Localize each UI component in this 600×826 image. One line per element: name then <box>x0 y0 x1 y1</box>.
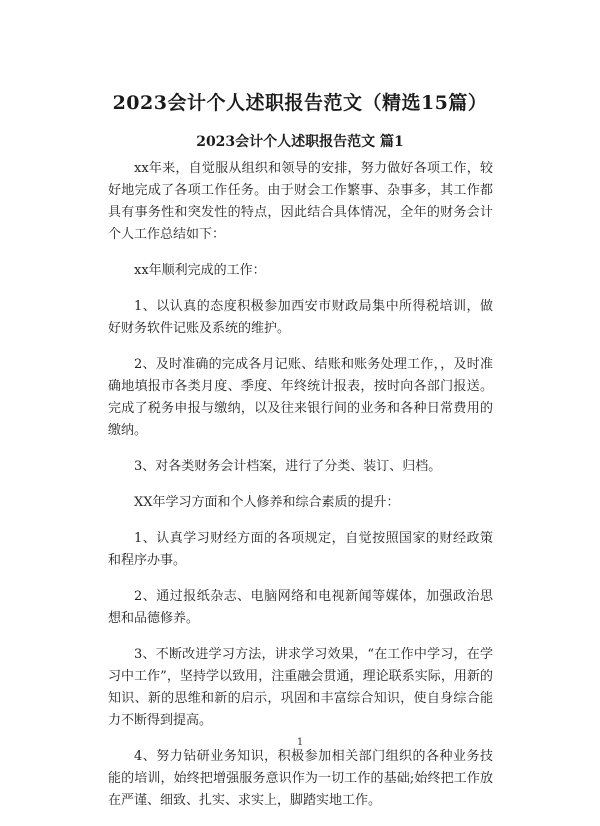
study-heading: XX年学习方面和个人修养和综合素质的提升： <box>134 495 400 510</box>
study-item-1: 1、认真学习财经方面的各项规定，自觉按照国家的财经政策和程序办事。 <box>108 531 493 568</box>
page-number: 1 <box>296 737 304 748</box>
completed-item-3: 3、对各类财务会计档案，进行了分类、装订、归档。 <box>134 459 442 474</box>
study-item-2: 2、通过报纸杂志、电脑网络和电视新闻等媒体，加强政治思想和品德修养。 <box>108 589 493 626</box>
completed-work-heading: xx年顺利完成的工作： <box>134 263 266 278</box>
study-item-4: 4、努力钻研业务知识，积极参加相关部门组织的各种业务技能的培训，始终把增强服务意识作为一切工作的基础;始终把工作放在严谨、细致、扎实、求实上，脚踏实地工作。 <box>108 749 493 808</box>
section-title: 2023会计个人述职报告范文 篇1 <box>196 134 404 150</box>
document-body <box>108 158 493 826</box>
completed-item-1: 1、以认真的态度积极参加西安市财政局集中所得税培训，做好财务软件记账及系统的维护。 <box>108 299 493 336</box>
document-title: 2023会计个人述职报告范文（精选15篇） <box>112 92 488 114</box>
study-item-3: 3、不断改进学习方法，讲求学习效果，“在工作中学习，在学习中工作”，坚持学以致用，注重融会贯通，理论联系实际，用新的知识、新的思维和新的启示，巩固和丰富综合知识，使自身综合能力不断得到提高。 <box>108 647 493 728</box>
completed-item-2: 2、及时准确的完成各月记账、结账和账务处理工作，，及时准确地填报市各类月度、季度、年终统计报表，按时向各部门报送。完成了税务申报与缴纳，以及往来银行间的业务和各种日常费用的缴纳。 <box>108 357 493 438</box>
intro-paragraph: xx年来，自觉服从组织和领导的安排，努力做好各项工作，较好地完成了各项工作任务。由于财会工作繁事、杂事多，其工作都具有事务性和突发性的特点，因此结合具体情况，全年的财务会计个人工作总结如下： <box>108 161 493 242</box>
